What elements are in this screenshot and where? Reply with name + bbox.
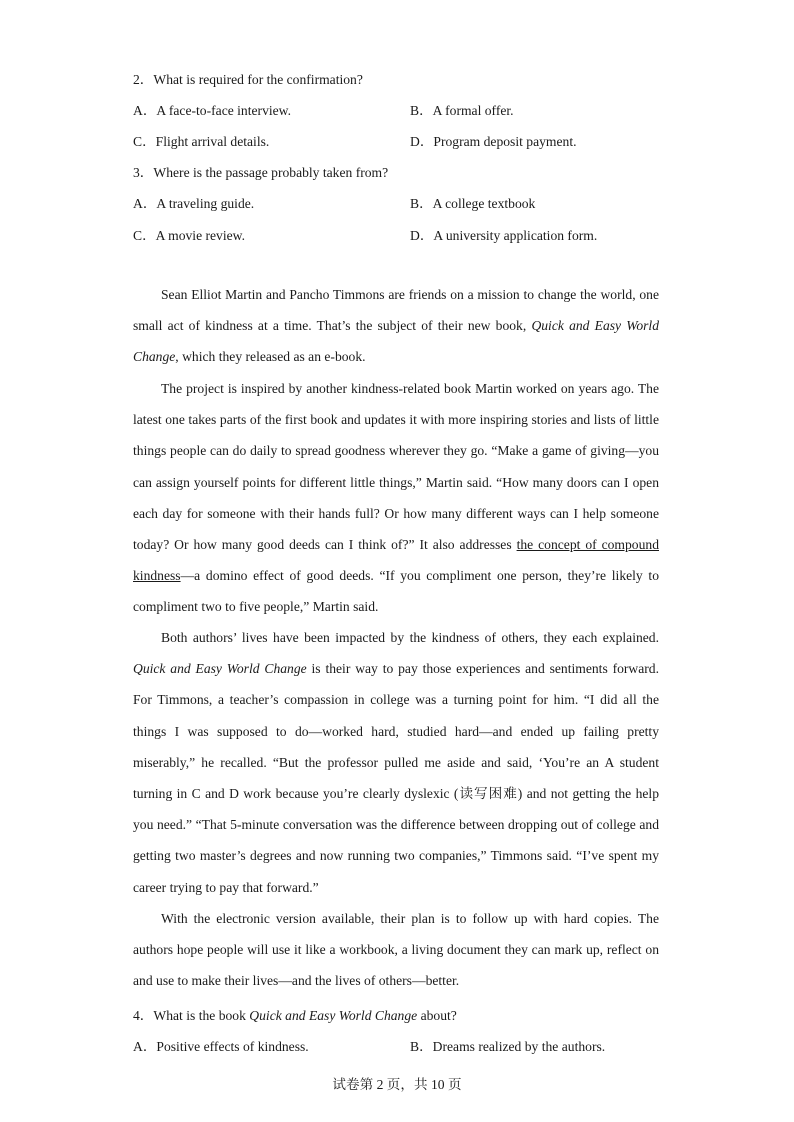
question-3-option-a: A．A traveling guide.: [133, 196, 255, 211]
question-2-stem: 2．What is required for the confirmation?: [133, 72, 363, 87]
question-3-stem: 3．Where is the passage probably taken from?: [133, 165, 389, 180]
question-2-option-d: D．Program deposit payment.: [410, 134, 577, 149]
question-4-stem-a: 4．What is the book: [133, 1008, 250, 1023]
passage-p2-text-b: —a domino effect of good deeds. “If you compliment one person, they’re likely to compliment two to five people,” Martin said.: [133, 568, 659, 615]
passage-p3-text-a: Both authors’ lives have been impacted by the kindness of others, they each explained.: [161, 630, 659, 645]
passage-paragraph-3: [133, 622, 659, 903]
question-4-book-title: Quick and Easy World Change: [249, 1008, 418, 1023]
passage-p1-text-b: , which they released as an e-book.: [175, 349, 366, 365]
question-3-option-d: D．A university application form.: [410, 228, 598, 243]
passage-paragraph-1: [133, 279, 659, 373]
book-title: Quick and Easy World Change: [133, 661, 307, 677]
question-4-stem-b: about?: [417, 1008, 457, 1023]
book-title: Quick and Easy World Change: [133, 318, 659, 365]
question-2-option-c: C．Flight arrival details.: [133, 134, 270, 149]
page-footer: 试卷第 2 页，共 10 页: [332, 1077, 462, 1092]
question-2-option-b: B．A formal offer.: [410, 103, 514, 118]
question-4-option-b: B．Dreams realized by the authors.: [410, 1039, 606, 1054]
question-3-option-c: C．A movie review.: [133, 228, 246, 243]
question-2-option-a: A．A face-to-face interview.: [133, 103, 292, 118]
passage-paragraph-2: [133, 373, 659, 623]
passage-p3-text-b: is their way to pay those experiences and sentiments forward. For Timmons, a teacher’s compassion in college was a turning point for him. “I did all the things I was supposed to do—worked hard, studied hard—and ended up failing pretty miserably,” he recalled. “But the professor pulled me aside and said, ‘You’re an A student turning in C and D work because you’re clearly dyslexic (读写困难) and not getting the help you need.” “That 5-minute conversation was the difference between dropping out of college and getting two master’s degrees and now running two companies,” Timmons said. “I’ve spent my career trying to pay that forward.”: [133, 661, 660, 895]
question-4-option-a: A．Positive effects of kindness.: [133, 1039, 309, 1054]
passage-p1-text-a: Sean Elliot Martin and Pancho Timmons are friends on a mission to change the world, one small act of kindness at a time. That’s the subject of their new book,: [133, 287, 659, 334]
passage-paragraph-4: With the electronic version available, their plan is to follow up with hard copies. The authors hope people will use it like a workbook, a living document they can mark up, reflect on and use to make their lives—and the lives of others—better.: [133, 911, 659, 989]
underlined-phrase: the concept of compound kindness: [133, 537, 659, 584]
passage-p2-text-a: The project is inspired by another kindness-related book Martin worked on years ago. The latest one takes parts of the first book and updates it with more inspiring stories and lists of little things people can do daily to spread goodness wherever they go. “Make a game of giving—you can assign yourself points for different little things,” Martin said. “How many doors can I open each day for someone with their hands full? Or how many different ways can I help someone today? Or how many good deeds can I think of?” It also addresses: [133, 381, 659, 553]
question-3-option-b: B．A college textbook: [410, 196, 536, 211]
question-4-stem: [133, 1004, 457, 1024]
